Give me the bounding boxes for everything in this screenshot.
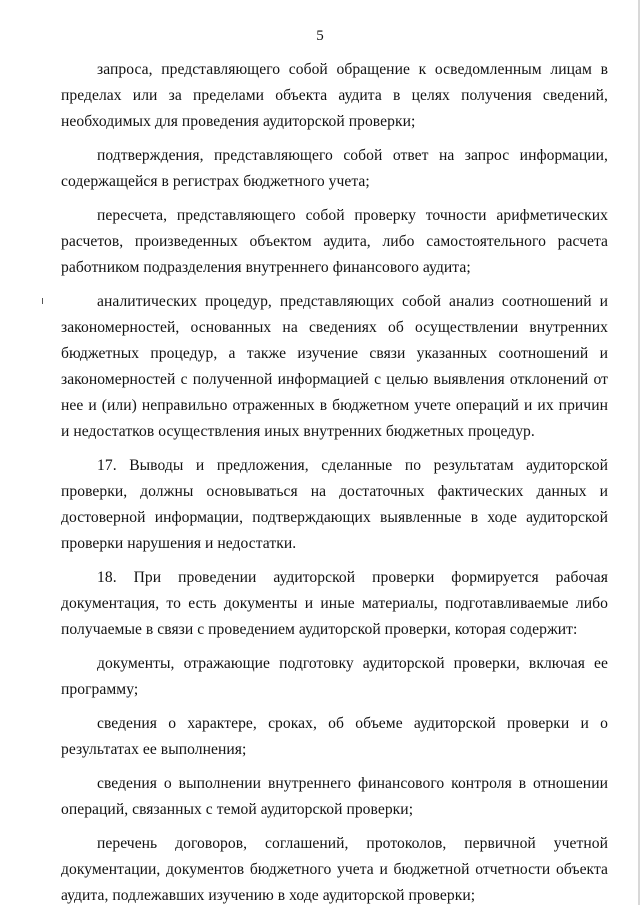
paragraph-item-17: 17. Выводы и предложения, сделанные по результатам аудиторской проверки, должны основываться на достаточных фактических данных и достоверной информации, подтверждающих выявленные в ходе аудиторской проверки нарушения и недостатки. <box>61 457 608 552</box>
paragraph-inquiry: запроса, представляющего собой обращение к осведомленным лицам в пределах или за пределами объекта аудита в целях получения сведений, необходимых для проведения аудиторской проверки; <box>61 61 608 130</box>
paragraph-confirmation: подтверждения, представляющего собой ответ на запрос информации, содержащейся в регистрах бюджетного учета; <box>61 147 608 190</box>
paragraph-documents-preparation: документы, отражающие подготовку аудиторской проверки, включая ее программу; <box>61 655 608 698</box>
scan-artifact <box>42 298 43 304</box>
page-number: 5 <box>316 28 324 44</box>
paragraph-nature-timing: сведения о характере, сроках, об объеме аудиторской проверки и о результатах ее выполнения; <box>61 715 608 758</box>
paragraph-recalculation: пересчета, представляющего собой проверку точности арифметических расчетов, произведенных объектом аудита, либо самостоятельного расчета работником подразделения внутреннего финансового аудита; <box>61 207 608 276</box>
paragraph-item-18: 18. При проведении аудиторской проверки формируется рабочая документация, то есть документы и иные материалы, подготавливаемые либо получаемые в связи с проведением аудиторской проверки, которая содержит: <box>61 569 608 638</box>
paragraph-analytical-procedures: аналитических процедур, представляющих собой анализ соотношений и закономерностей, основанных на сведениях об осуществлении внутренних бюджетных процедур, а также изучение связи указанных соотношений и закономерностей с полученной информацией с целью выявления отклонений от нее и (или) неправильно отраженных в бюджетном учете операций и их причин и недостатков осуществления иных внутренних бюджетных процедур. <box>61 293 608 440</box>
paragraph-internal-control: сведения о выполнении внутреннего финансового контроля в отношении операций, связанных с темой аудиторской проверки; <box>61 775 608 818</box>
document-body <box>61 57 608 917</box>
paragraph-list-of-agreements: перечень договоров, соглашений, протоколов, первичной учетной документации, документов бюджетного учета и бюджетной отчетности объекта аудита, подлежавших изучению в ходе аудиторской проверки; <box>61 835 608 904</box>
